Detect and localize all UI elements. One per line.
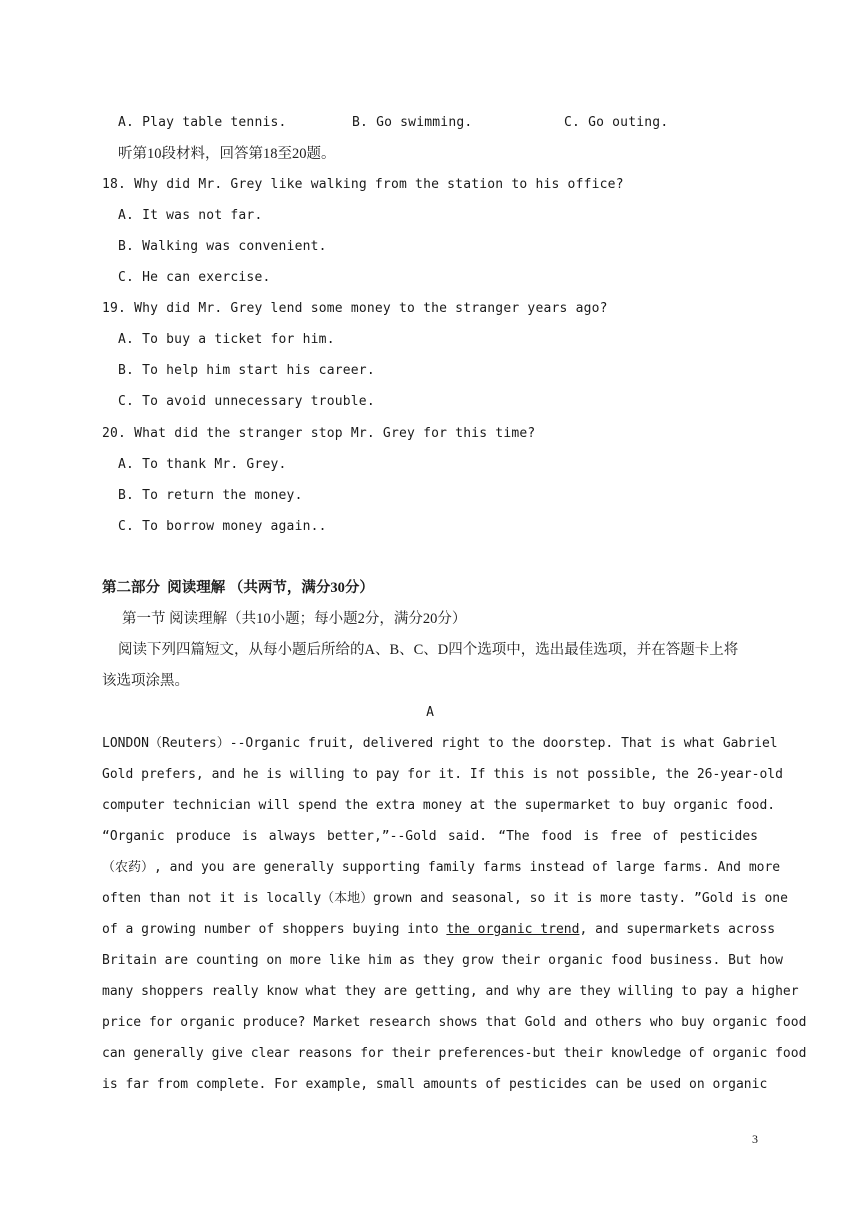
page-number: 3 [752, 1132, 758, 1146]
q19-option-b: B. To help him start his career. [118, 363, 375, 378]
passage-line-1: LONDON（Reuters）--Organic fruit, delivered right to the doorstep. That is what Gabriel [102, 736, 778, 751]
question-20: 20. What did the stranger stop Mr. Grey for this time? [102, 426, 536, 441]
organic-trend-underlined: the organic trend [446, 922, 580, 937]
passage-line-3: computer technician will spend the extra money at the supermarket to buy organic food. [102, 798, 776, 813]
q17-option-c: C. Go outing. [564, 115, 669, 130]
part2-heading: 第二部分 阅读理解 （共两节，满分30分） [102, 580, 374, 596]
passage-line-9: many shoppers really know what they are getting, and why are they willing to pay a higher [102, 984, 799, 999]
q20-option-a: A. To thank Mr. Grey. [118, 457, 287, 472]
passage-line-6: often than not it is locally（本地）grown and seasonal, so it is more tasty. ”Gold is one [102, 891, 788, 906]
passage-line-5: （农药）, and you are generally supporting family farms instead of large farms. And more [102, 860, 781, 875]
question-18: 18. Why did Mr. Grey like walking from the station to his office? [102, 177, 624, 192]
directions-line-1: 阅读下列四篇短文，从每小题后所给的A、B、C、D四个选项中，选出最佳选项，并在答题卡上将 [118, 642, 739, 658]
q19-option-c: C. To avoid unnecessary trouble. [118, 394, 375, 409]
directions-line-2: 该选项涂黑。 [102, 673, 189, 689]
passage-line-4: “Organic produce is always better,”--Gold said. “The food is free of pesticides [102, 829, 758, 844]
question-19: 19. Why did Mr. Grey lend some money to the stranger years ago? [102, 301, 608, 316]
q20-option-b: B. To return the money. [118, 488, 303, 503]
passage-line-7-start: of a growing number of shoppers buying into [102, 922, 447, 937]
passage-line-8: Britain are counting on more like him as they grow their organic food business. But how [102, 953, 783, 968]
passage-line-7-end: , and supermarkets across [579, 922, 776, 937]
q18-option-a: A. It was not far. [118, 208, 263, 223]
q17-option-a: A. Play table tennis. [118, 115, 287, 130]
q18-option-c: C. He can exercise. [118, 270, 271, 285]
q20-option-c: C. To borrow money again.. [118, 519, 327, 534]
instruction-segment-10: 听第10段材料，回答第18至20题。 [118, 146, 336, 162]
q19-option-a: A. To buy a ticket for him. [118, 332, 335, 347]
passage-line-12: is far from complete. For example, small amounts of pesticides can be used on organic [102, 1077, 768, 1092]
q18-option-b: B. Walking was convenient. [118, 239, 327, 254]
passage-line-2: Gold prefers, and he is willing to pay for it. If this is not possible, the 26-year-old [102, 767, 783, 782]
q17-option-b: B. Go swimming. [352, 115, 473, 130]
passage-label: A [426, 705, 434, 720]
passage-line-11: can generally give clear reasons for their preferences-but their knowledge of organic food [102, 1046, 807, 1061]
passage-line-7 [102, 920, 776, 940]
section1-heading: 第一节 阅读理解（共10小题；每小题2分，满分20分） [122, 611, 467, 627]
passage-line-10: price for organic produce? Market research shows that Gold and others who buy organic food [102, 1015, 807, 1030]
